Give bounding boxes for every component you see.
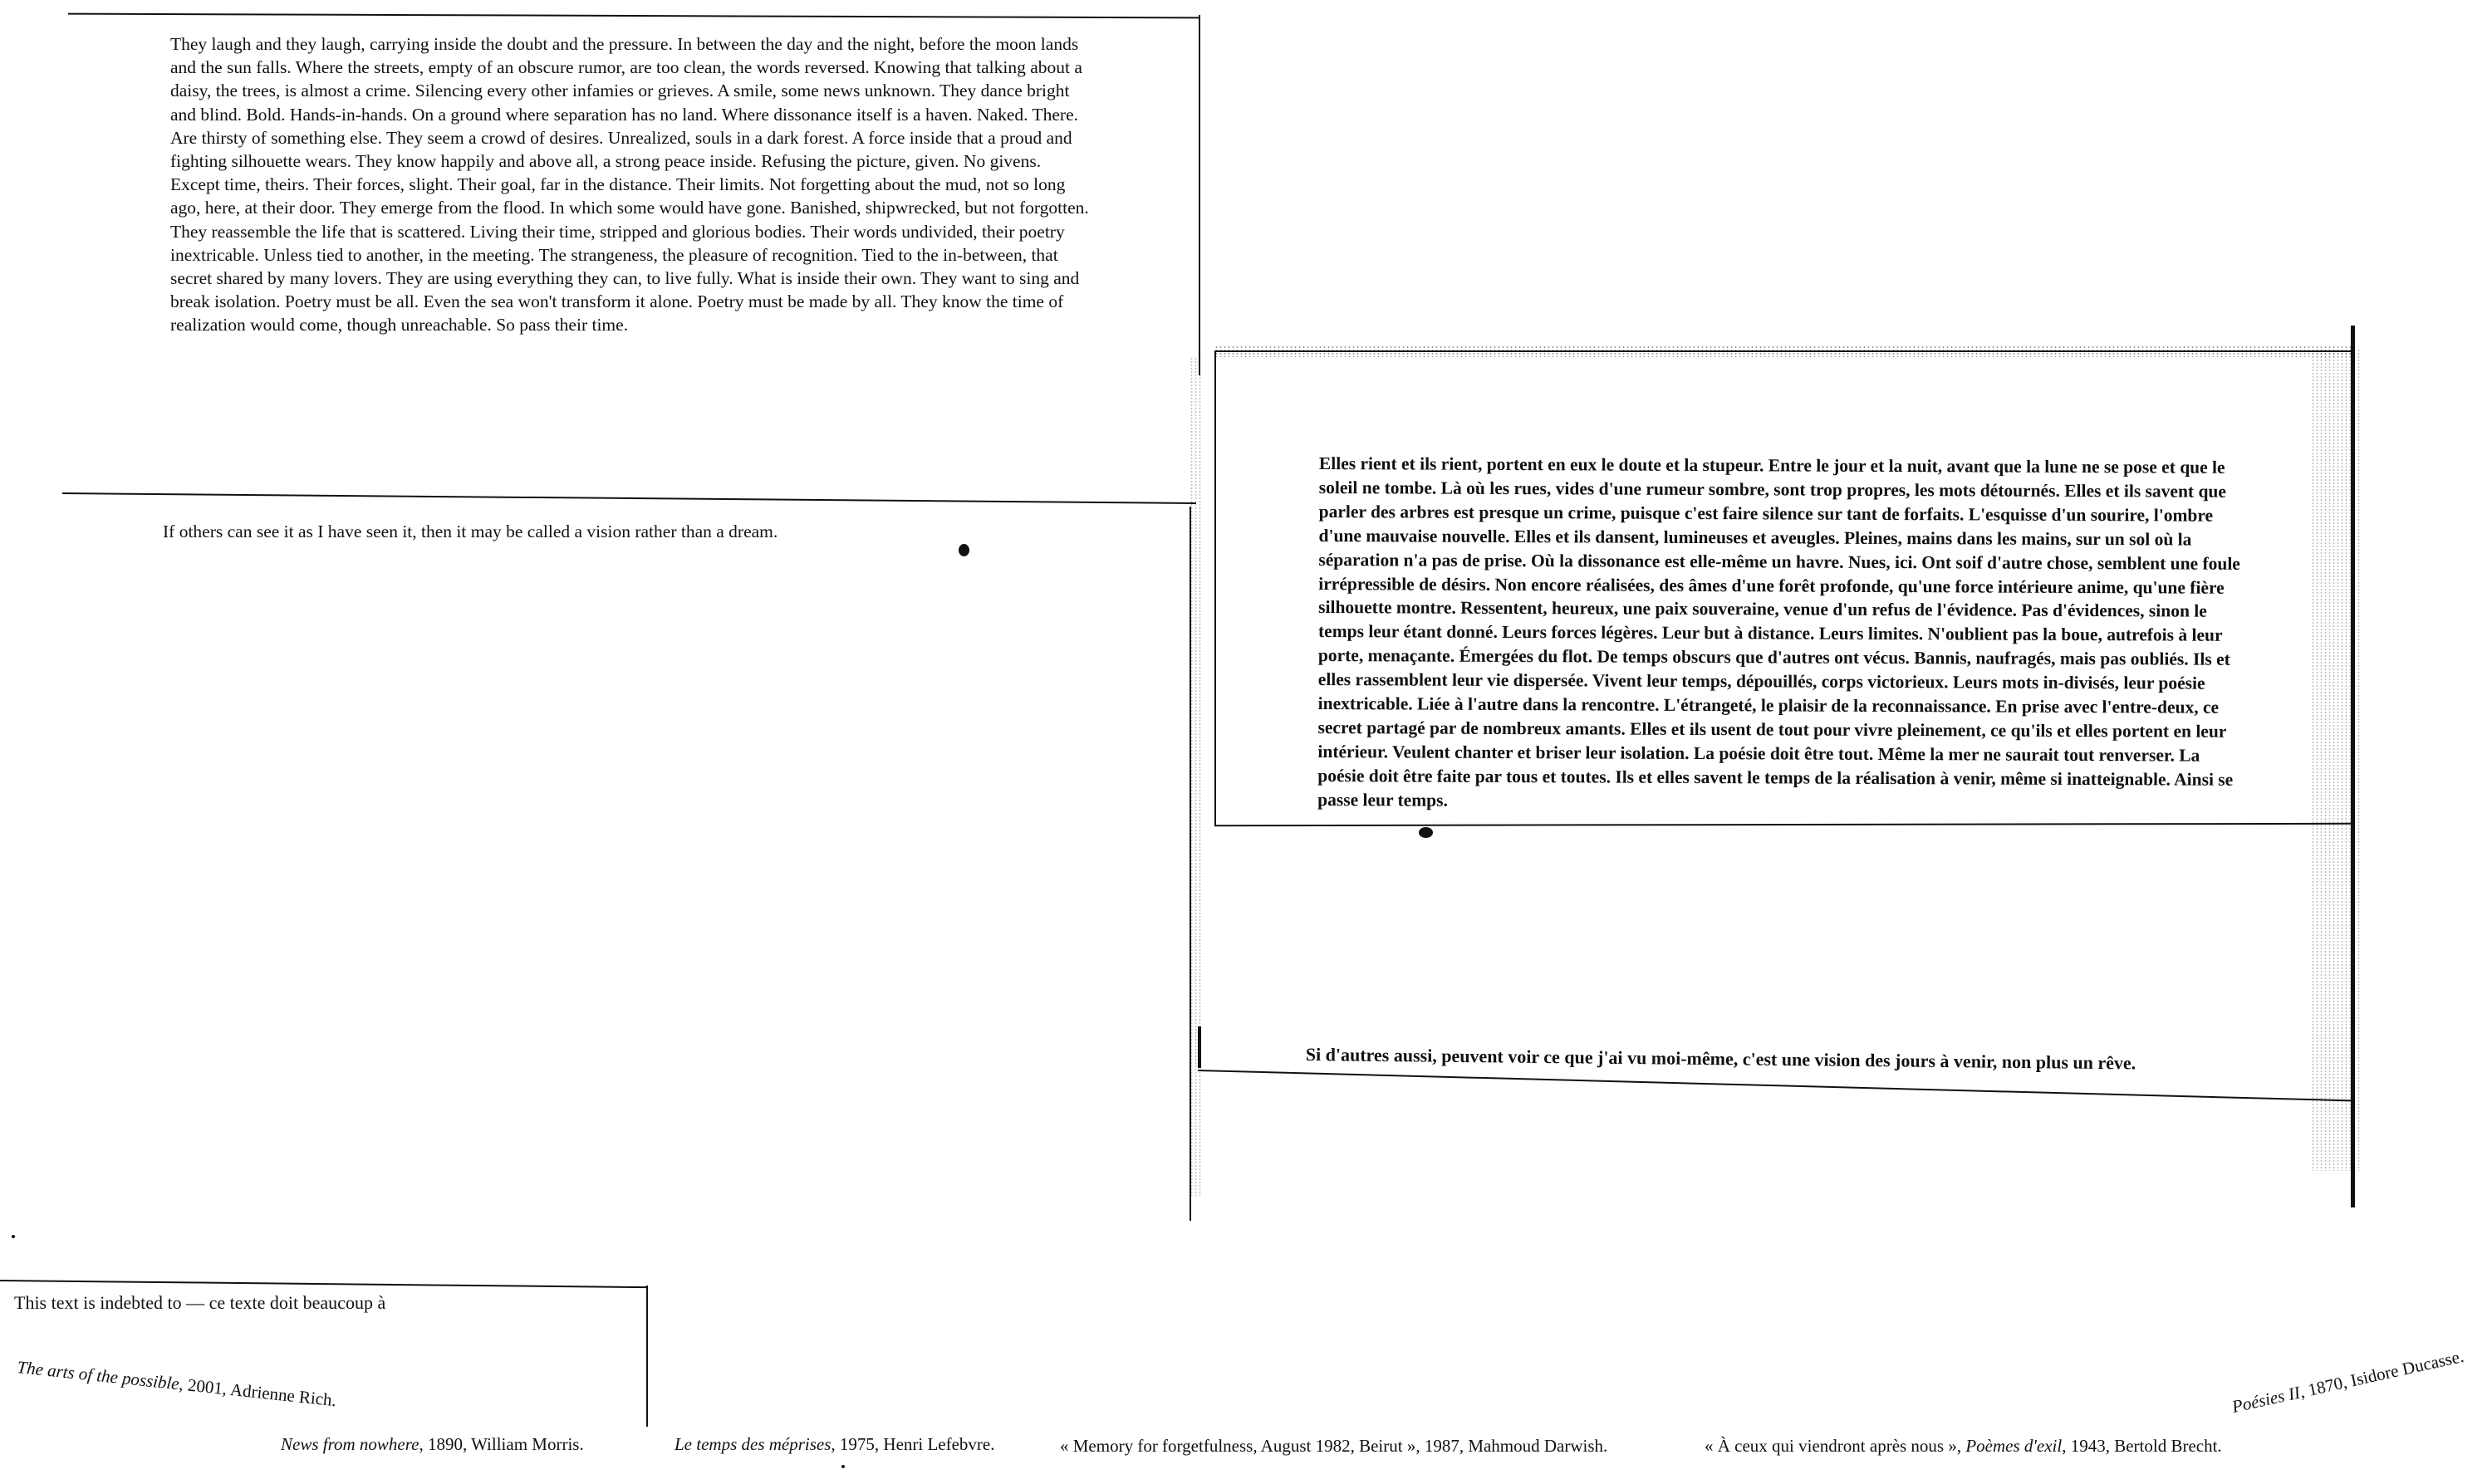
frame-top-left-side [1199,15,1200,375]
citation-rest: « Memory for forgetfulness, August 1982, Beirut », 1987, Mahmoud Darwish. [1060,1436,1608,1456]
french-vision-rule [1198,1070,2354,1101]
citation-title: News from nowhere [281,1434,419,1454]
frame-vision-rule [62,492,1196,504]
citation-rest: , 1890, William Morris. [419,1434,584,1454]
french-frame-top [1214,350,2351,352]
frame-top-left-rule [68,13,1199,19]
citation-title: Le temps des méprises [675,1434,831,1454]
citation-rich [16,1357,337,1411]
citation-brecht [1705,1436,2222,1457]
dedication-side [646,1286,648,1427]
citation-title: Poésies II [2230,1382,2303,1418]
scan-left-mark [1198,1026,1201,1068]
citation-title: Poèmes d'exil [1965,1436,2063,1456]
ink-dot [12,1235,15,1238]
scan-right-edge [2351,326,2355,1207]
citation-lefebvre [675,1434,995,1455]
citation-rest: , 1975, Henri Lefebvre. [831,1434,995,1454]
french-frame-bottom [1214,823,2351,826]
citation-title: The arts of the possible [16,1357,180,1394]
dedication: This text is indebted to — ce texte doit beaucoup à [14,1292,386,1313]
ink-speck [1419,827,1433,838]
citation-rest: , 1943, Bertold Brecht. [2062,1436,2222,1456]
english-passage: They laugh and they laugh, carrying inside the doubt and the pressure. In between the day and the night, before the moon lands and the sun falls. Where the streets, empty of an obscure rumor, are too clean, the words reversed. Knowing that talking about a daisy, the trees, is almost a crime. Silencing every other infamies or grieves. A smile, some news unknown. They dance bright and blind. Bold. Hands-in-hands. On a ground where separation has no land. Where dissonance itself is a haven. Naked. There. Are thirsty of something else. They seem a crowd of desires. Unrealized, souls in a dark forest. A force inside that a proud and fighting silhouette wears. They know happily and above all, a strong peace inside. Refusing the picture, given. No givens. Except time, theirs. Their forces, slight. Their goal, far in the distance. Their limits. Not forgetting about the mud, not so long ago, here, at their door. They emerge from the flood. In which some would have gone. Banished, shipwrecked, but not forgotten. They reassemble the life that is scattered. Living their time, stripped and glorious bodies. Their words undivided, their poetry inextricable. Unless tied to another, in the meeting. The strangeness, the pleasure of recognition. Tied to the in-between, that secret shared by many lovers. They are using everything they can, to live fully. What is inside their own. They want to sing and break isolation. Poetry must be all. Even the sea won't transform it alone. Poetry must be made by all. They know the time of realization would come, though unreachable. So pass their time. [170,34,1089,335]
dedication-rule [0,1280,648,1288]
citation-pre: « À ceux qui viendront après nous », [1705,1436,1966,1456]
ink-speck [959,544,969,556]
citation-darwish [1060,1436,1607,1457]
french-passage: Elles rient et ils rient, portent en eux le doute et la stupeur. Entre le jour et la nuit, avant que la lune ne se pose et que le soleil ne tombe. Là où les rues, vides d'une rumeur sombre, sont trop propres, les mots détournés. Elles et ils savent que parler des arbres est presque un crime, puisque c'est faire silence sur tant de forfaits. L'esquisse d'un sourire, l'ombre d'une mauvaise nouvelle. Elles et ils dansent, lumineuses et aveugles. Pleines, mains dans les mains, sur un sol où la séparation n'a pas de prise. Où la dissonance est elle-même un havre. Nues, ici. Ont soif d'autre chose, semblent une foule irrépressible de désirs. Non encore réalisées, des âmes d'une forêt profonde, qu'une force intérieure anime, qu'une fière silhouette montre. Ressentent, heureux, une paix souveraine, venue d'un refus de l'évidence. Pas d'évidences, sinon le temps leur étant donné. Leurs forces légères. Leur but à distance. Leurs limites. N'oublient pas la boue, autrefois à leur porte, menaçante. Émergées du flot. De temps obscurs que d'autres ont vécus. Bannis, naufragés, mais pas oubliés. Ils et elles rassemblent leur vie dispersée. Vivent leur temps, dépouillés, corps victorieux. Leurs mots in-divisés, leur poésie inextricable. Liée à l'autre dans la rencontre. L'étrangeté, le plaisir de la reconnaissance. En prise avec l'entre-deux, ce secret partagé par de nombreux amants. Elles et ils usent de tout pour vivre pleinement, ce qu'ils et elles portent en leur intérieur. Veulent chanter et briser leur isolation. La poésie doit être tout. Même la mer ne saurait tout renverser. La poésie doit être faite par tous et toutes. Ils et elles savent le temps de la réalisation à venir, même si inatteignable. Ainsi se passe leur temps. [1317,453,2240,811]
ink-dot [841,1465,845,1468]
english-vision: If others can see it as I have seen it, then it may be called a vision rather than a dream. [163,522,778,541]
citation-rest: , 1870, Isidore Ducasse. [2298,1345,2466,1402]
citation-ducasse [2230,1346,2466,1418]
french-frame-left [1214,350,1216,825]
citation-morris [281,1434,584,1455]
citation-rest: , 2001, Adrienne Rich. [178,1374,338,1411]
french-vision: Si d'autres aussi, peuvent voir ce que j'ai vu moi-même, c'est une vision des jours à venir, non plus un rêve. [1305,1044,2136,1074]
